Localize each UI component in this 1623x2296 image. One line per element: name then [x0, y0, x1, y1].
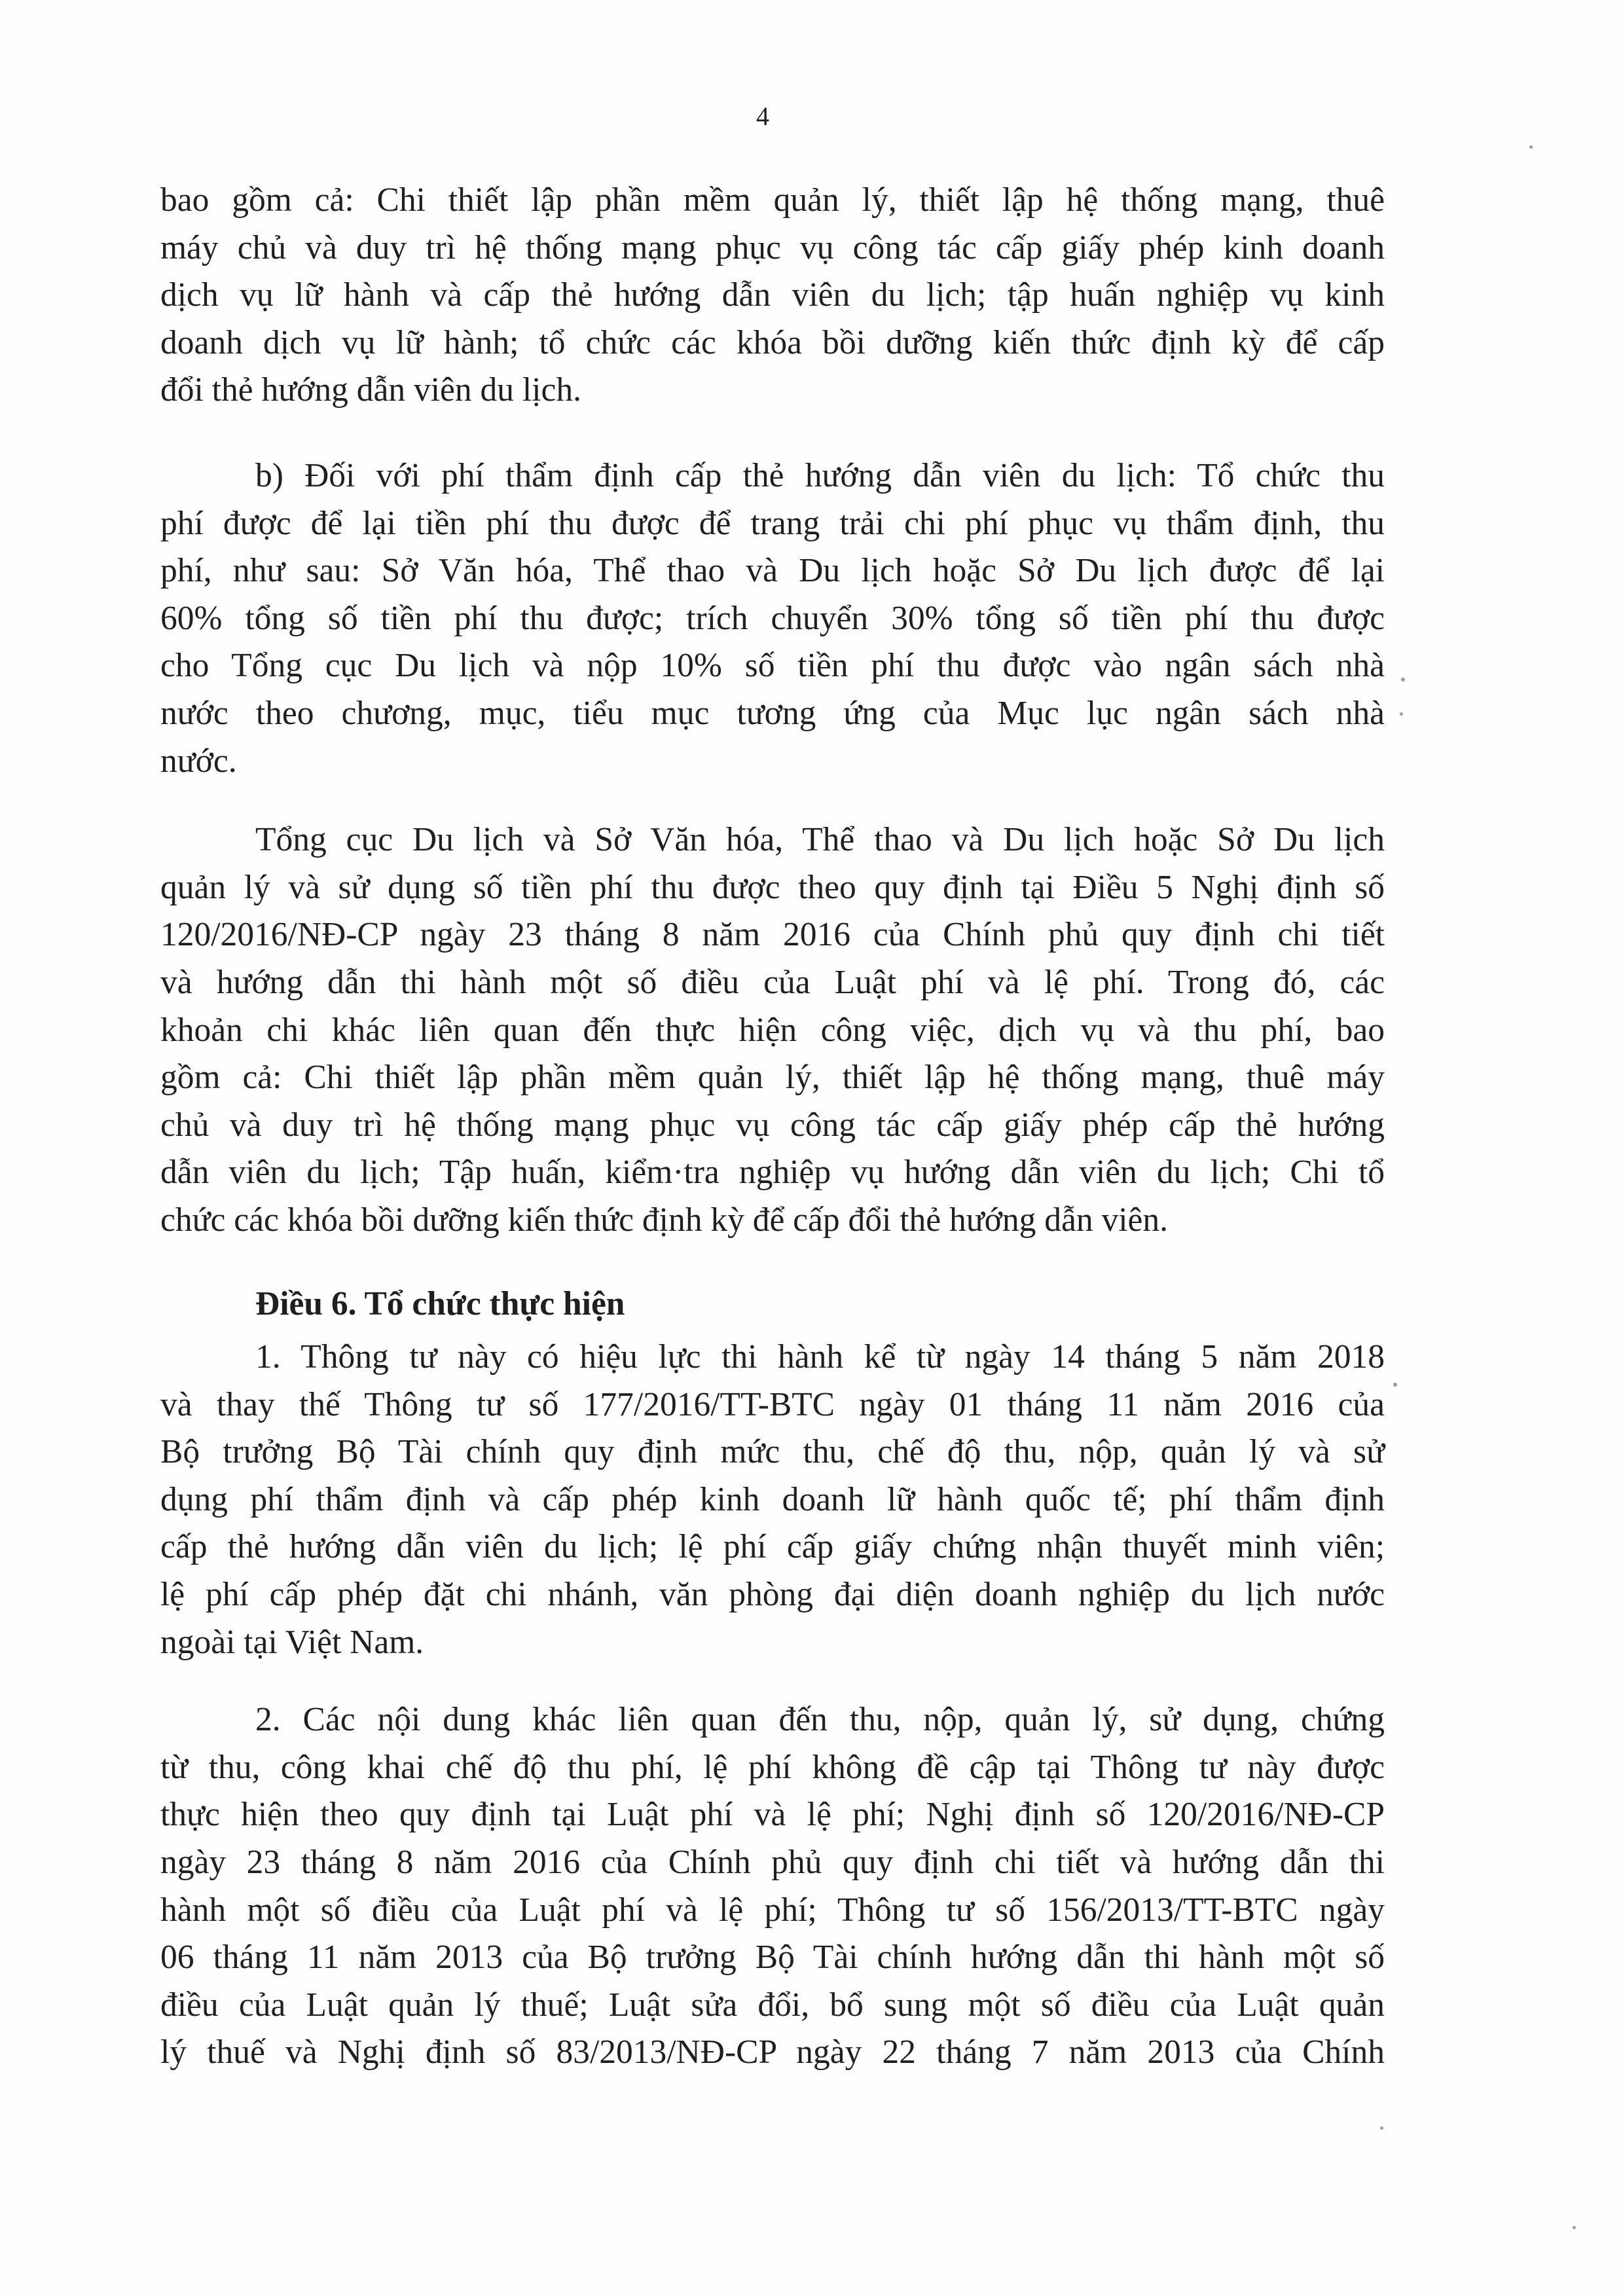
text-line: nước.	[160, 742, 237, 780]
text-line: điều của Luật quản lý thuế; Luật sửa đổi, bổ sung một số điều của Luật quản	[160, 1986, 1385, 2024]
text-line: 06 tháng 11 năm 2013 của Bộ trưởng Bộ Tài chính hướng dẫn thi hành một số	[160, 1939, 1385, 1977]
text-line: đổi thẻ hướng dẫn viên du lịch.	[160, 371, 581, 409]
text-line: máy chủ và duy trì hệ thống mạng phục vụ công tác cấp giấy phép kinh doanh	[160, 228, 1385, 266]
text-line: Tổng cục Du lịch và Sở Văn hóa, Thể thao và Du lịch hoặc Sở Du lịch	[255, 821, 1385, 859]
text-line: hành một số điều của Luật phí và lệ phí; Thông tư số 156/2013/TT-BTC ngày	[160, 1891, 1385, 1929]
text-line: gồm cả: Chi thiết lập phần mềm quản lý, thiết lập hệ thống mạng, thuê máy	[160, 1059, 1385, 1097]
text-line: phí được để lại tiền phí thu được để trang trải chi phí phục vụ thẩm định, thu	[160, 504, 1385, 542]
text-line: dịch vụ lữ hành và cấp thẻ hướng dẫn viên du lịch; tập huấn nghiệp vụ kinh	[160, 276, 1385, 314]
text-line: từ thu, công khai chế độ thu phí, lệ phí không đề cập tại Thông tư này được	[160, 1748, 1385, 1786]
scan-speck	[1393, 1383, 1397, 1387]
scan-speck	[1573, 2226, 1576, 2229]
text-line: chủ và duy trì hệ thống mạng phục vụ công tác cấp giấy phép cấp thẻ hướng	[160, 1106, 1385, 1144]
document-body	[160, 177, 1385, 2077]
text-line: nước theo chương, mục, tiểu mục tương ứng của Mục lục ngân sách nhà	[160, 694, 1385, 732]
scan-speck	[1380, 2126, 1383, 2130]
text-line: và hướng dẫn thi hành một số điều của Luật phí và lệ phí. Trong đó, các	[160, 963, 1385, 1001]
text-line: quản lý và sử dụng số tiền phí thu được theo quy định tại Điều 5 Nghị định số	[160, 868, 1385, 906]
text-line: Bộ trưởng Bộ Tài chính quy định mức thu, chế độ thu, nộp, quản lý và sử	[160, 1433, 1385, 1471]
text-line: lệ phí cấp phép đặt chi nhánh, văn phòng đại diện doanh nghiệp du lịch nước	[160, 1576, 1385, 1614]
text-line: cấp thẻ hướng dẫn viên du lịch; lệ phí cấp giấy chứng nhận thuyết minh viên;	[160, 1528, 1385, 1566]
text-line: ngoài tại Việt Nam.	[160, 1623, 424, 1661]
scan-speck	[1529, 145, 1533, 149]
text-line: lý thuế và Nghị định số 83/2013/NĐ-CP ngày 22 tháng 7 năm 2013 của Chính	[160, 2033, 1385, 2071]
page-number: 4	[756, 101, 769, 131]
article-heading: Điều 6. Tổ chức thực hiện	[255, 1285, 625, 1323]
text-line: khoản chi khác liên quan đến thực hiện công việc, dịch vụ và thu phí, bao	[160, 1011, 1385, 1049]
text-line: ngày 23 tháng 8 năm 2016 của Chính phủ quy định chi tiết và hướng dẫn thi	[160, 1844, 1385, 1881]
paragraph-other-contents	[160, 1696, 1385, 2077]
text-line: chức các khóa bồi dưỡng kiến thức định kỳ để cấp đổi thẻ hướng dẫn viên.	[160, 1201, 1169, 1239]
scan-speck	[1401, 678, 1405, 682]
text-line: doanh dịch vụ lữ hành; tổ chức các khóa bồi dưỡng kiến thức định kỳ để cấp	[160, 323, 1385, 361]
text-line: thực hiện theo quy định tại Luật phí và lệ phí; Nghị định số 120/2016/NĐ-CP	[160, 1796, 1385, 1834]
text-line: 1. Thông tư này có hiệu lực thi hành kể từ ngày 14 tháng 5 năm 2018	[255, 1338, 1385, 1376]
paragraph-guide-card-fee	[160, 452, 1385, 785]
text-line: phí, như sau: Sở Văn hóa, Thể thao và Du lịch hoặc Sở Du lịch được để lại	[160, 552, 1385, 590]
text-line: 2. Các nội dung khác liên quan đến thu, nộp, quản lý, sử dụng, chứng	[255, 1701, 1385, 1739]
text-line: và thay thế Thông tư số 177/2016/TT-BTC ngày 01 tháng 11 năm 2016 của	[160, 1385, 1385, 1423]
paragraph-fee-costs-continued	[160, 177, 1385, 414]
text-line: 120/2016/NĐ-CP ngày 23 tháng 8 năm 2016 của Chính phủ quy định chi tiết	[160, 916, 1385, 954]
text-line: dẫn viên du lịch; Tập huấn, kiểm·tra nghiệp vụ hướng dẫn viên du lịch; Chi tổ	[160, 1154, 1385, 1192]
text-line: 60% tổng số tiền phí thu được; trích chuyển 30% tổng số tiền phí thu được	[160, 599, 1385, 637]
scan-speck	[1400, 712, 1403, 716]
text-line: dụng phí thẩm định và cấp phép kinh doanh lữ hành quốc tế; phí thẩm định	[160, 1480, 1385, 1518]
text-line: cho Tổng cục Du lịch và nộp 10% số tiền phí thu được vào ngân sách nhà	[160, 647, 1385, 685]
text-line: b) Đối với phí thẩm định cấp thẻ hướng dẫn viên du lịch: Tổ chức thu	[255, 456, 1385, 494]
text-line: bao gồm cả: Chi thiết lập phần mềm quản lý, thiết lập hệ thống mạng, thuê	[160, 181, 1385, 219]
paragraph-fee-management	[160, 816, 1385, 1244]
paragraph-effective-date	[160, 1334, 1385, 1666]
